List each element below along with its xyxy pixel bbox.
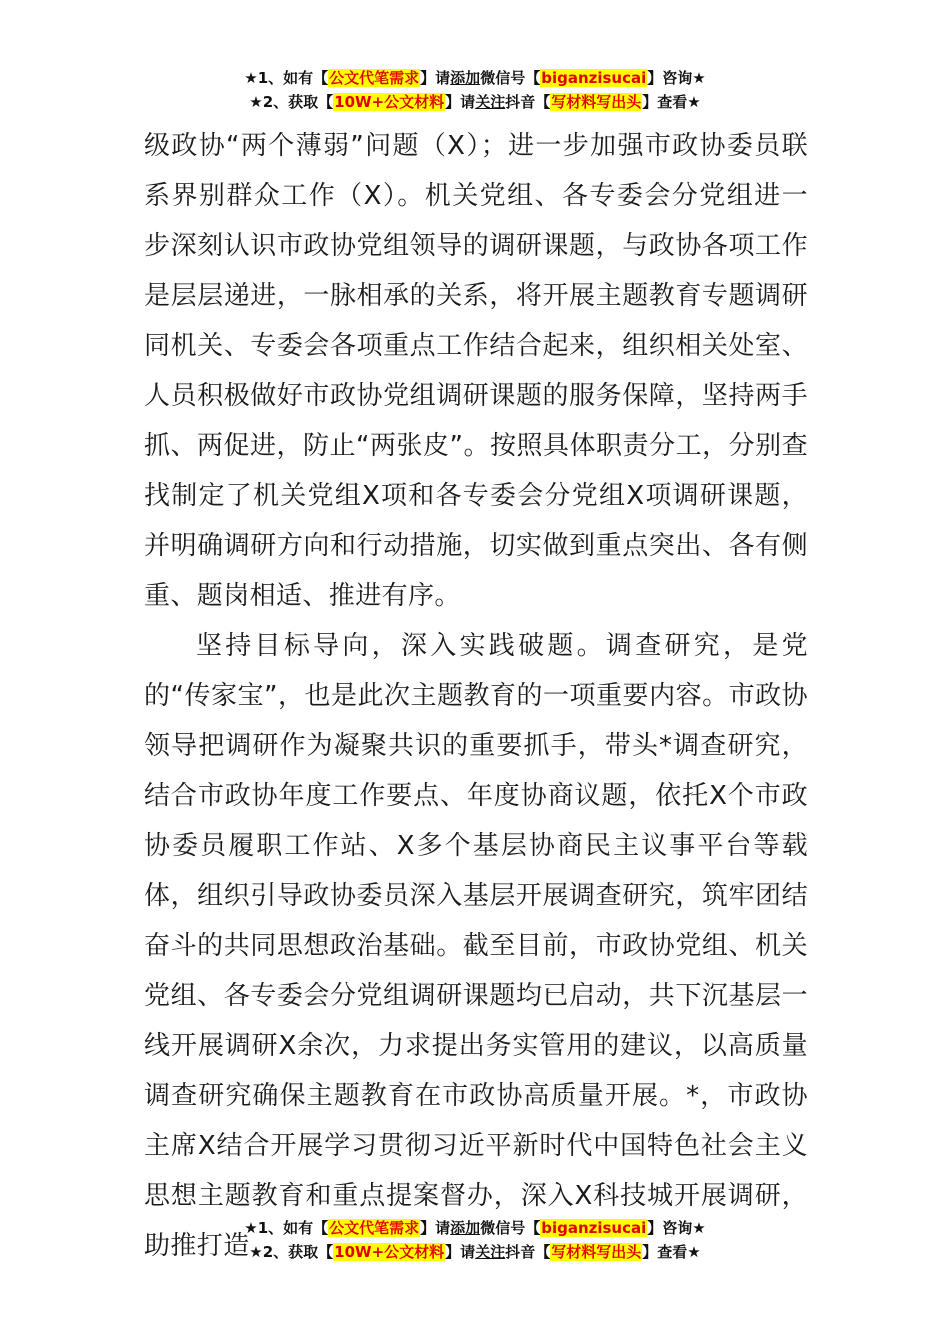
banner-line-2: ★2、获取【10W+公文材料】请关注抖音【写材料写出头】查看★ (249, 93, 701, 111)
highlight-wechat-id: biganzisucai (541, 69, 647, 87)
highlight-douyin-account: 写材料写出头 (551, 93, 642, 111)
star-icon: ★ (249, 93, 263, 111)
highlight-ghostwriting: 公文代笔需求 (329, 1219, 420, 1237)
footer-banner (0, 1216, 950, 1264)
star-icon: ★ (692, 1219, 706, 1237)
highlight-materials: 10W+公文材料 (334, 1243, 445, 1261)
banner-line-2: ★2、获取【10W+公文材料】请关注抖音【写材料写出头】查看★ (249, 1243, 701, 1261)
star-icon: ★ (249, 1243, 263, 1261)
star-icon: ★ (687, 93, 701, 111)
header-banner (0, 66, 950, 114)
document-body (144, 121, 808, 1271)
banner-line-1: ★1、如有【公文代笔需求】请添加微信号【biganzisucai】咨询★ (244, 69, 706, 87)
star-icon: ★ (244, 69, 258, 87)
paragraph-1: 级政协“两个薄弱”问题（X）；进一步加强市政协委员联系界别群众工作（X）。机关党组、各专委会分党组进一步深刻认识市政协党组领导的调研课题，与政协各项工作是层层递进，一脉相承的关系，将开展主题教育专题调研同机关、专委会各项重点工作结合起来，组织相关处室、人员积极做好市政协党组调研课题的服务保障，坚持两手抓、两促进，防止“两张皮”。按照具体职责分工，分别查找制定了机关党组X项和各专委会分党组X项调研课题，并明确调研方向和行动措施，切实做到重点突出、各有侧重、题岗相适、推进有序。 (144, 131, 808, 611)
highlight-douyin-account: 写材料写出头 (551, 1243, 642, 1261)
highlight-wechat-id: biganzisucai (541, 1219, 647, 1237)
star-icon: ★ (687, 1243, 701, 1261)
banner-line-1: ★1、如有【公文代笔需求】请添加微信号【biganzisucai】咨询★ (244, 1219, 706, 1237)
highlight-ghostwriting: 公文代笔需求 (329, 69, 420, 87)
paragraph-2: 坚持目标导向，深入实践破题。调查研究，是党的“传家宝”，也是此次主题教育的一项重要内容。市政协领导把调研作为凝聚共识的重要抓手，带头*调查研究，结合市政协年度工作要点、年度协商议题，依托X个市政协委员履职工作站、X多个基层协商民主议事平台等载体，组织引导政协委员深入基层开展调查研究，筑牢团结奋斗的共同思想政治基础。截至目前，市政协党组、机关党组、各专委会分党组调研课题均已启动，共下沉基层一线开展调研X余次，力求提出务实管用的建议，以高质量调查研究确保主题教育在市政协高质量开展。*，市政协主席X结合开展学习贯彻习近平新时代中国特色社会主义思想主题教育和重点提案督办，深入X科技城开展调研，助推打造 (144, 631, 808, 1261)
star-icon: ★ (692, 69, 706, 87)
star-icon: ★ (244, 1219, 258, 1237)
highlight-materials: 10W+公文材料 (334, 93, 445, 111)
